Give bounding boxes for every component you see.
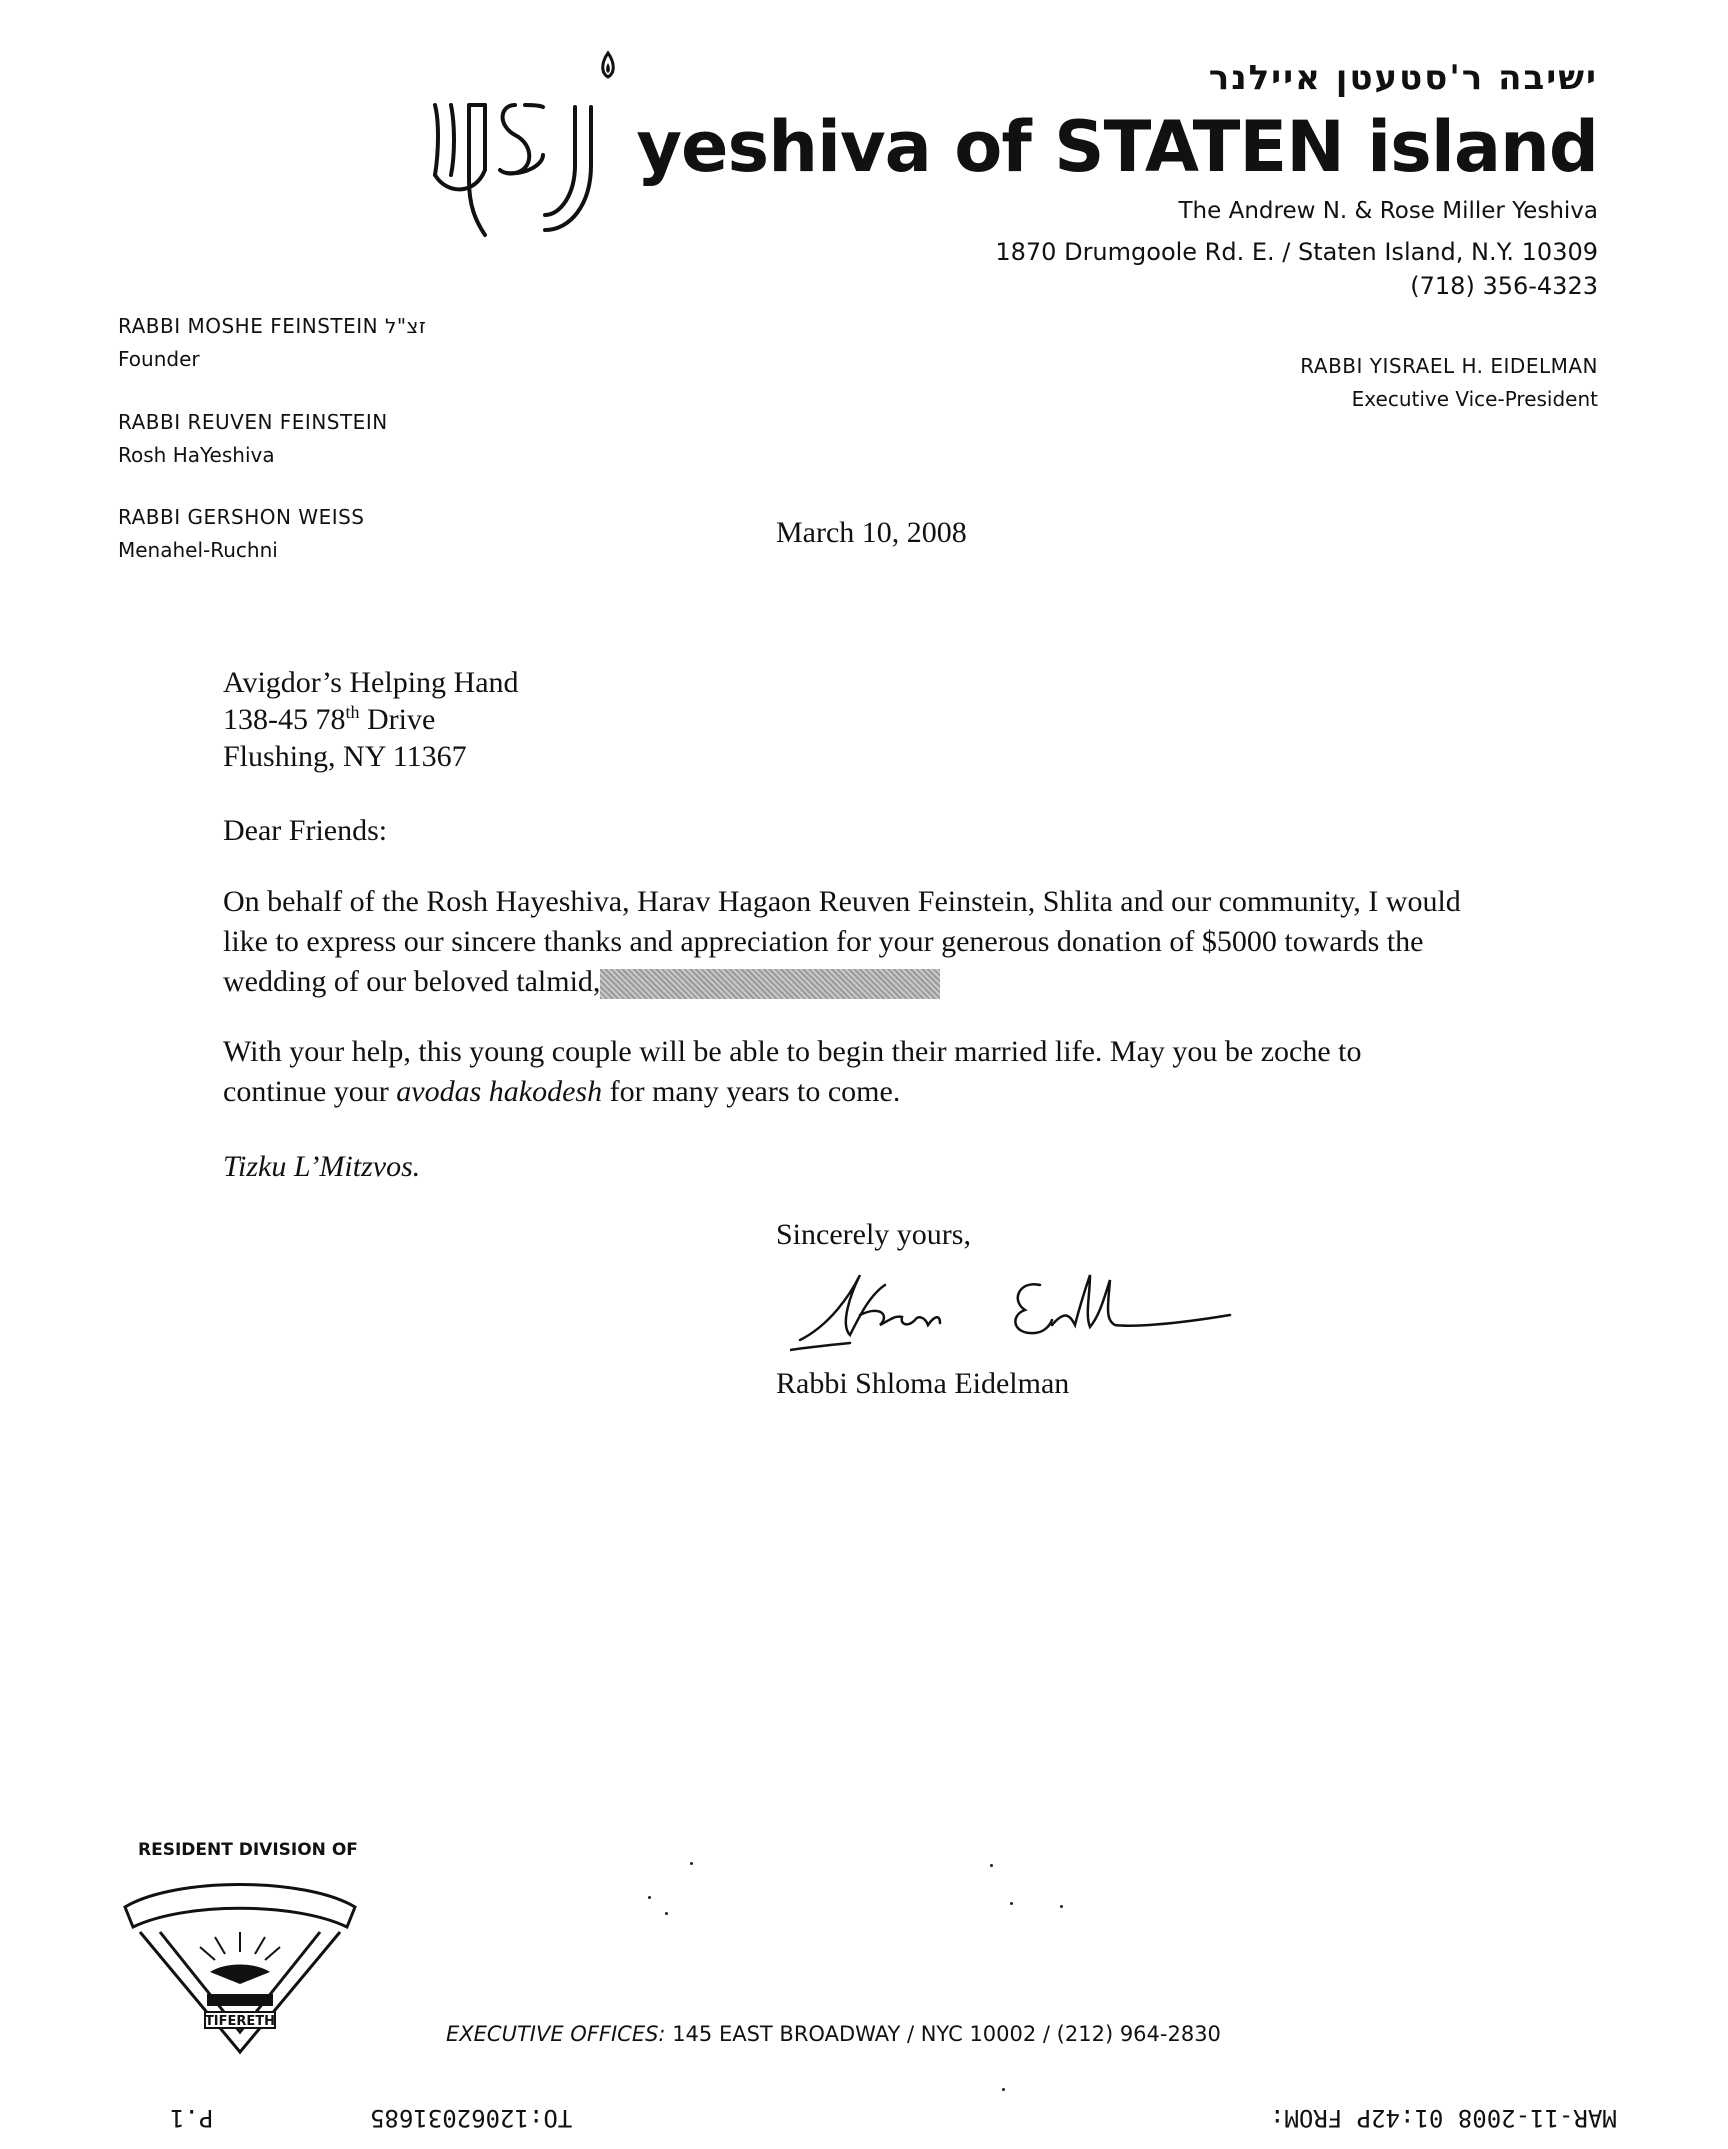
recipient-street-number: 138-45 78 [223, 703, 346, 736]
salutation: Dear Friends: [223, 814, 388, 847]
scan-speck [665, 1912, 668, 1915]
body-paragraph-2-text-b: for many years to come. [602, 1075, 901, 1108]
sign-off: Sincerely yours, [776, 1218, 971, 1251]
body-paragraph-2 [223, 1032, 1463, 1112]
letter-date: March 10, 2008 [776, 516, 967, 549]
seal-text: TIFERETH [204, 2014, 276, 2029]
closing-blessing: Tizku L’Mitzvos. [223, 1150, 421, 1183]
scan-speck [648, 1896, 651, 1899]
executive-offices-label: EXECUTIVE OFFICES: [446, 2022, 666, 2046]
body-paragraph-1 [223, 882, 1463, 1002]
school-phone: (718) 356-4323 [1410, 272, 1598, 300]
fax-date-from: MAR-11-2008 01:42P FROM: [1270, 2104, 1617, 2132]
scan-speck [1010, 1902, 1013, 1905]
ysi-logo [425, 45, 645, 245]
school-subtitle: The Andrew N. & Rose Miller Yeshiva [1178, 198, 1598, 224]
body-paragraph-1-text: On behalf of the Rosh Hayeshiva, Harav Hagaon Reuven Feinstein, Shlita and our community, I would like to express our sincere thanks and appreciation for your generous donation of $5000 towards the wedding of our beloved talmid, [223, 885, 1461, 998]
recipient-line-3: Flushing, NY 11367 [223, 740, 467, 773]
fax-to-number: TO:12062031685 [370, 2104, 573, 2132]
officer-title-menahel: Menahel-Ruchni [118, 538, 278, 562]
scan-speck [1060, 1905, 1063, 1908]
scan-speck [1002, 2088, 1005, 2091]
executive-offices-line [446, 2022, 1221, 2046]
fax-page-number: P.1 [170, 2104, 214, 2132]
officer-title-rosh-hayeshiva: Rosh HaYeshiva [118, 443, 275, 467]
mesivtha-tifereth-seal [115, 1872, 365, 2057]
recipient-line-1: Avigdor’s Helping Hand [223, 666, 519, 699]
scan-speck [990, 1864, 993, 1867]
officer-name-rosh-hayeshiva: RABBI REUVEN FEINSTEIN [118, 410, 388, 434]
body-paragraph-2-italic: avodas hakodesh [396, 1075, 603, 1108]
body-paragraph-2-text-a: With your help, this young couple will be able to begin their married life. May you be zoche to continue your [223, 1035, 1362, 1108]
school-address: 1870 Drumgoole Rd. E. / Staten Island, N.Y. 10309 [995, 238, 1598, 266]
officer-name-menahel: RABBI GERSHON WEISS [118, 505, 365, 529]
handwritten-signature [790, 1255, 1250, 1365]
officer-title-founder: Founder [118, 347, 200, 371]
resident-division-label: RESIDENT DIVISION OF [138, 1840, 358, 1860]
officer-name-founder: RABBI MOSHE FEINSTEIN זצ"ל [118, 314, 427, 338]
hebrew-school-name: ישיבה ר'סטעטן איילנר [1208, 58, 1598, 98]
executive-offices-address: 145 EAST BROADWAY / NYC 10002 / (212) 964-2830 [665, 2022, 1221, 2046]
signer-name: Rabbi Shloma Eidelman [776, 1367, 1070, 1400]
executive-title: Executive Vice-President [1351, 387, 1598, 411]
recipient-line-2 [223, 702, 435, 737]
scan-speck [690, 1862, 693, 1865]
recipient-street-suffix: th [345, 702, 360, 722]
redacted-name [600, 969, 940, 999]
executive-name: RABBI YISRAEL H. EIDELMAN [1300, 354, 1598, 378]
school-name: yeshiva of STATEN island [636, 106, 1598, 188]
recipient-street-name: Drive [359, 703, 436, 736]
